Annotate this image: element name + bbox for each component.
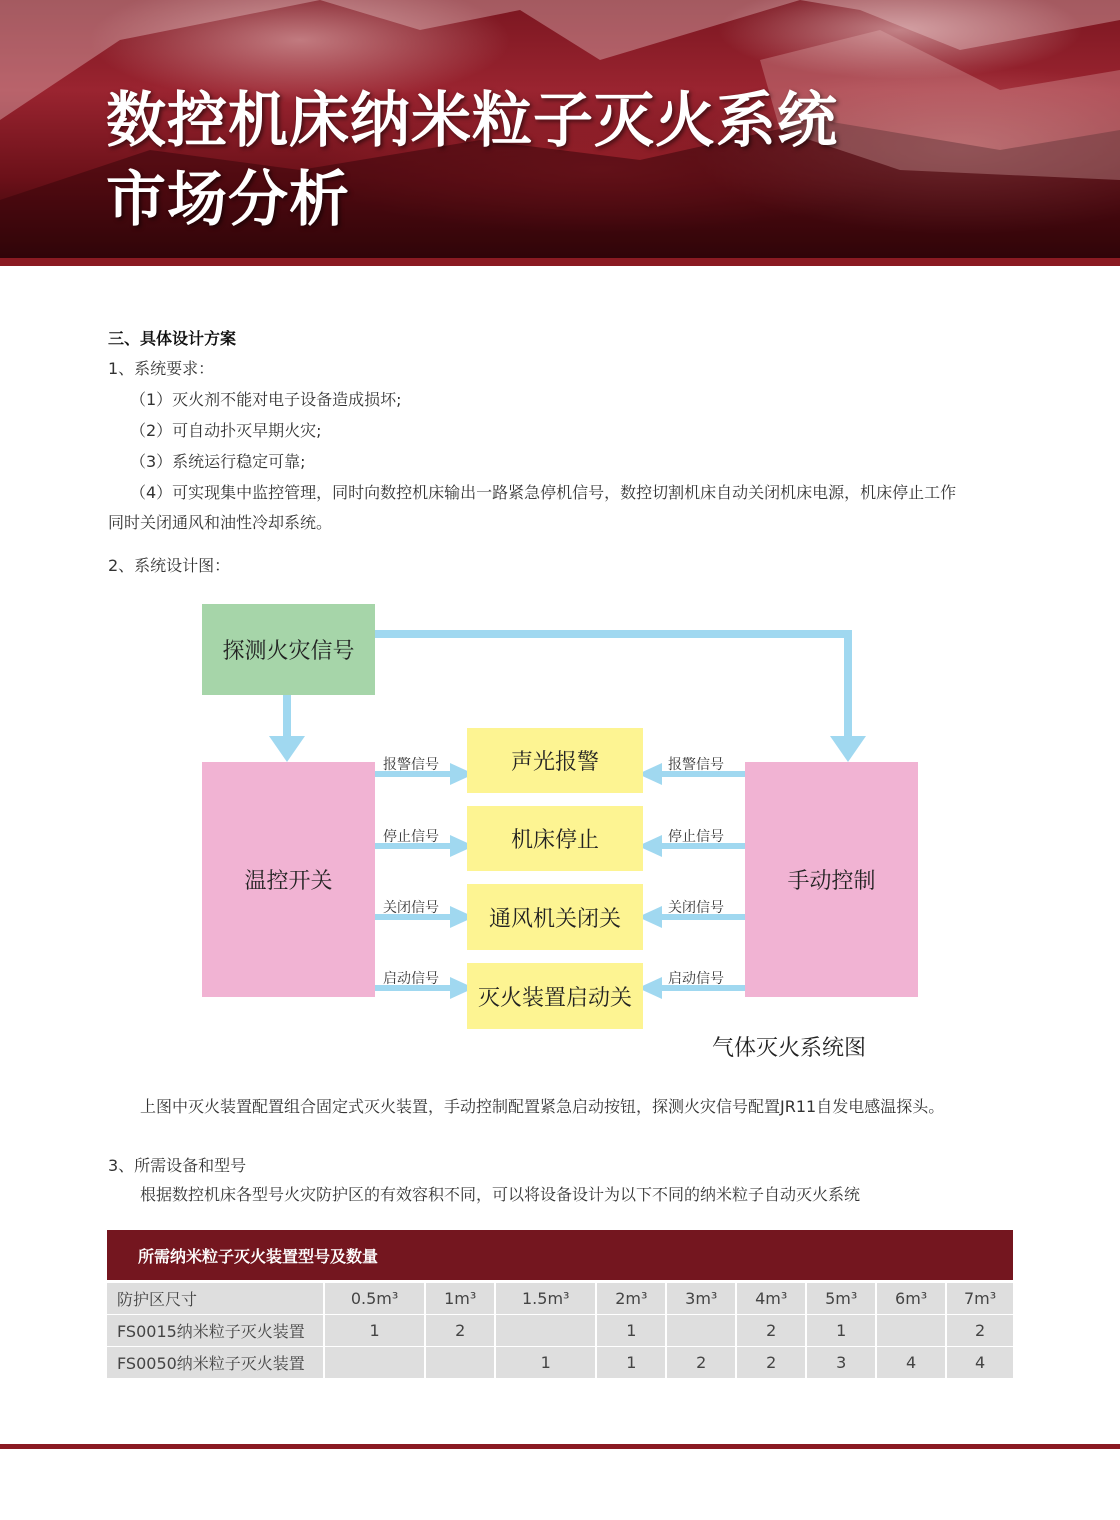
table-cell: 1	[597, 1347, 667, 1379]
table-cell: 3	[807, 1347, 877, 1379]
size-cell: 4m³	[737, 1283, 807, 1315]
manual-control-box: 手动控制	[745, 762, 918, 997]
equipment-title: 3、所需设备和型号	[108, 1156, 247, 1175]
table-cell	[667, 1315, 737, 1347]
table-cell	[325, 1347, 426, 1379]
table-cell: 2	[737, 1315, 807, 1347]
table-header-row	[107, 1283, 1013, 1315]
size-cell: 3m³	[667, 1283, 737, 1315]
table-row	[107, 1315, 1013, 1347]
table-cell: 1	[496, 1347, 597, 1379]
signal-label-left-3: 关闭信号	[383, 900, 439, 916]
table-cell: 1	[325, 1315, 426, 1347]
signal-label-right-1: 报警信号	[668, 757, 724, 773]
signal-label-right-3: 关闭信号	[668, 900, 724, 916]
table-cell	[426, 1347, 496, 1379]
signal-label-right-2: 停止信号	[668, 829, 724, 845]
requirement-1: （1）灭火剂不能对电子设备造成损坏;	[130, 390, 402, 409]
arrow-left-down-line	[283, 694, 291, 736]
machine-stop-box: 机床停止	[467, 806, 643, 871]
section-heading: 三、具体设计方案	[108, 329, 237, 348]
fan-shutdown-box: 通风机关闭关	[467, 884, 643, 950]
equipment-table	[107, 1283, 1013, 1379]
size-cell: 5m³	[807, 1283, 877, 1315]
page-title-line1: 数控机床纳米粒子灭火系统	[106, 86, 838, 156]
arrow-top-line	[374, 630, 852, 638]
signal-label-left-4: 启动信号	[383, 971, 439, 987]
requirement-4-line1: （4）可实现集中监控管理，同时向数控机床输出一路紧急停机信号，数控切割机床自动关闭机床电源，机床停止工作	[130, 483, 957, 502]
arrow-head-manual	[830, 736, 866, 762]
table-row	[107, 1347, 1013, 1379]
arrow-right-down-line	[844, 630, 852, 738]
table-cell: 1	[597, 1315, 667, 1347]
diagram-caption: 气体灭火系统图	[712, 1036, 867, 1061]
size-cell: 2m³	[597, 1283, 667, 1315]
requirement-2: （2）可自动扑灭早期火灾;	[130, 421, 322, 440]
row-label: FS0050纳米粒子灭火装置	[107, 1347, 325, 1379]
signal-label-left-2: 停止信号	[383, 829, 439, 845]
row-label: FS0015纳米粒子灭火装置	[107, 1315, 325, 1347]
signal-label-left-1: 报警信号	[383, 757, 439, 773]
size-cell: 1m³	[426, 1283, 496, 1315]
table-cell: 2	[426, 1315, 496, 1347]
table-cell: 4	[877, 1347, 947, 1379]
detect-fire-signal-box: 探测火灾信号	[202, 604, 375, 695]
requirement-4-line2: 同时关闭通风和油性冷却系统。	[108, 513, 333, 532]
requirement-3: （3）系统运行稳定可靠;	[130, 452, 306, 471]
equipment-description: 根据数控机床各型号火灾防护区的有效容积不同，可以将设备设计为以下不同的纳米粒子自动灭火系统	[140, 1185, 861, 1204]
table-cell: 4	[947, 1347, 1013, 1379]
arrow-head-temp	[269, 736, 305, 762]
table-cell: 1	[807, 1315, 877, 1347]
table-title-bar	[107, 1230, 1013, 1280]
requirements-title: 1、系统要求：	[108, 359, 215, 378]
table-header-label: 防护区尺寸	[107, 1283, 325, 1315]
extinguisher-start-box: 灭火装置启动关	[467, 963, 643, 1029]
size-cell: 6m³	[877, 1283, 947, 1315]
table-cell: 2	[667, 1347, 737, 1379]
table-title: 所需纳米粒子灭火装置型号及数量	[138, 1246, 379, 1266]
alarm-box: 声光报警	[467, 728, 643, 793]
temp-switch-box: 温控开关	[202, 762, 375, 997]
size-cell: 7m³	[947, 1283, 1013, 1315]
signal-label-right-4: 启动信号	[668, 971, 724, 987]
size-cell: 0.5m³	[325, 1283, 426, 1315]
footer-divider	[0, 1444, 1120, 1449]
table-cell: 2	[947, 1315, 1013, 1347]
table-cell: 2	[737, 1347, 807, 1379]
table-cell	[496, 1315, 597, 1347]
diagram-note: 上图中灭火装置配置组合固定式灭火装置，手动控制配置紧急启动按钮，探测火灾信号配置JR11自发电感温探头。	[140, 1097, 945, 1116]
page-title-line2: 市场分析	[106, 165, 350, 235]
design-title: 2、系统设计图：	[108, 556, 231, 575]
size-cell: 1.5m³	[496, 1283, 597, 1315]
table-cell	[877, 1315, 947, 1347]
